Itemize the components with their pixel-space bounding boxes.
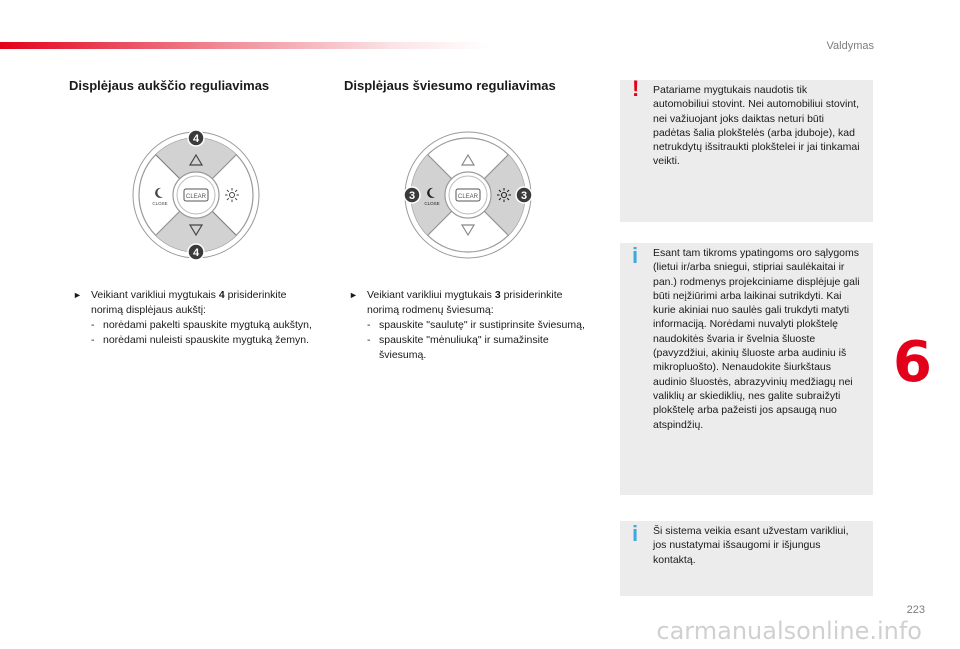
brightness-instructions: [349, 288, 597, 363]
callout-top-number: 4: [192, 133, 200, 145]
center-label: CLEAR: [457, 194, 479, 200]
info-text: Ši sistema veikia esant užvestam varikliui, jos nustatymai išsaugomi ir išjungus kontaktą.: [653, 525, 849, 566]
chapter-number: 6: [893, 330, 932, 395]
info-text: Esant tam tikroms ypatingoms oro sąlygoms (lietui ir/arba sniegui, stipriai saulėkaitai ir pan.) rodmenys projekciniame displėjuje gali būti neįžiūrimi arba laikinai sutrikdyti. Kai kurie akiniai nuo saulės gali trukdyti matyti informaciją. Norėdami nuvalyti plokštelę naudokitės švaria ir švelnia šluoste (pavyzdžiui, akinių šluoste arba audiniu iš mikropluošto). Nenaudokite šiurkštaus audinio šluostės, abrazyvinių medžiagų nei valiklių ar skiediklių, nes galite subraižyti plokštelę arba pažeisti jos apsaugą nuo atspindžių.: [653, 247, 860, 431]
callout-bottom-number: 4: [192, 247, 200, 259]
page-number: 223: [906, 604, 925, 616]
list-item: - norėdami pakelti spauskite mygtuką aukštyn,: [91, 319, 312, 331]
height-instructions: [73, 288, 321, 348]
warning-note: [620, 76, 873, 222]
warning-text: Patariame mygtukais naudotis tik automobiliui stovint. Nei automobiliui stovint, nei važiuojant joks daiktas neturi būti padėtas šalia plokštelės (arba įduboje), kad netrukdytų išsitraukti plokštelei ir jai tinkamai veikti.: [653, 84, 860, 168]
callout-left-number: 3: [408, 190, 416, 202]
list-item: - spauskite "mėnuliuką" ir sumažinsite šviesumą.: [367, 334, 549, 361]
watermark: carmanualsonline.info: [656, 617, 922, 645]
brightness-instruction-lead: ► Veikiant varikliui mygtukais 3 prisiderinkite norimą rodmenų šviesumą:: [349, 289, 563, 316]
info-icon: i: [632, 243, 639, 268]
list-item: - spauskite "saulutę" ir sustiprinsite šviesumą,: [367, 319, 585, 331]
close-label: CLOSE: [424, 201, 440, 206]
button-number: 4: [218, 289, 225, 301]
height-adjust-heading: Displėjaus aukščio reguliavimas: [69, 78, 270, 93]
close-label: CLOSE: [152, 201, 168, 206]
height-instruction-lead: ► Veikiant varikliui mygtukais 4 prisiderinkite norimą displėjaus aukštį:: [73, 289, 287, 316]
info-icon: i: [632, 521, 639, 546]
info-note-ignition: [620, 521, 873, 596]
section-name: Valdymas: [826, 40, 874, 52]
pointer-triangle-icon: ►: [73, 290, 82, 300]
brightness-control-diagram: [398, 125, 538, 265]
pointer-triangle-icon: ►: [349, 290, 358, 300]
brightness-adjust-heading: Displėjaus šviesumo reguliavimas: [344, 78, 556, 93]
list-item: - norėdami nuleisti spauskite mygtuką žemyn.: [91, 334, 310, 346]
button-number: 3: [494, 289, 501, 301]
center-label: CLEAR: [185, 194, 207, 200]
callout-right-number: 3: [520, 190, 528, 202]
info-note-conditions: [620, 243, 873, 495]
height-control-diagram: [126, 125, 266, 265]
warning-icon: !: [632, 76, 640, 101]
header-accent-bar: [0, 42, 490, 49]
